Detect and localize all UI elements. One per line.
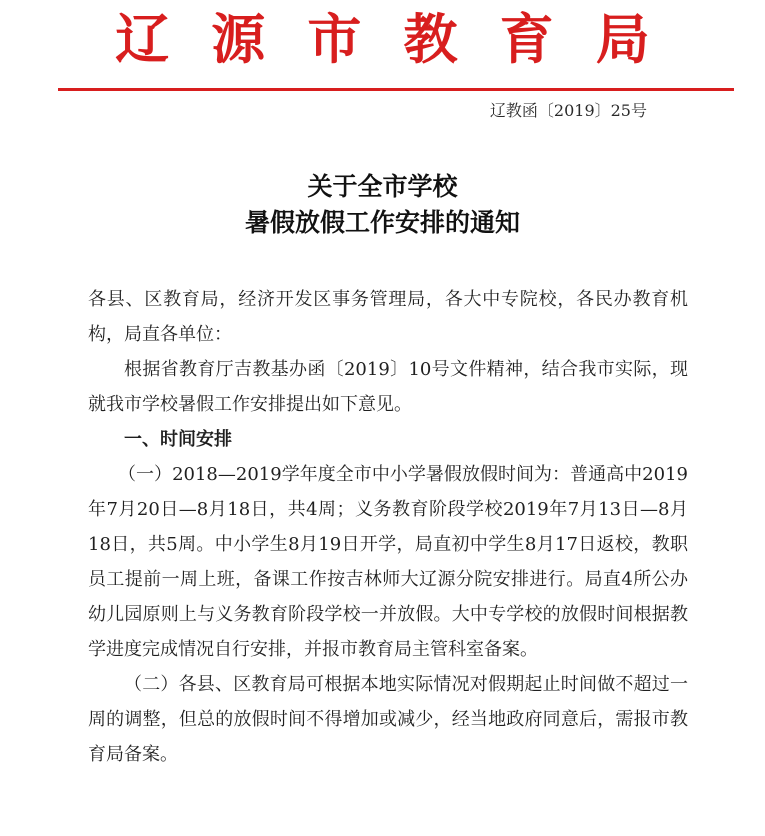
document-body	[88, 282, 688, 772]
salutation: 各县、区教育局，经济开发区事务管理局，各大中专院校，各民办教育机构，局直各单位：	[88, 289, 688, 345]
document-title-line-2: 暑假放假工作安排的通知	[244, 208, 520, 237]
agency-name: 辽源市教育局	[115, 7, 692, 71]
intro-paragraph: 根据省教育厅吉教基办函〔2019〕10号文件精神，结合我市实际，现就我市学校暑假工作安排提出如下意见。	[88, 359, 688, 415]
document-title-line-1: 关于全市学校	[307, 172, 458, 201]
document-number: 辽教函〔2019〕25号	[489, 101, 647, 120]
section-paragraph-2: （二）各县、区教育局可根据本地实际情况对假期起止时间做不超过一周的调整，但总的放假时间不得增加或减少，经当地政府同意后，需报市教育局备案。	[88, 674, 688, 765]
red-divider-line	[58, 88, 734, 91]
section-heading-time-arrangement: 一、时间安排	[124, 429, 232, 450]
section-paragraph-1: （一）2018—2019学年度全市中小学暑假放假时间为：普通高中2019年7月20日—8月18日，共4周；义务教育阶段学校2019年7月13日—8月18日，共5周。中小学生8月19日开学，局直初中学生8月17日返校，教职员工提前一周上班，备课工作按吉林师大辽源分院安排进行。局直4所公办幼儿园原则上与义务教育阶段学校一并放假。大中专学校的放假时间根据教学进度完成情况自行安排，并报市教育局主管科室备案。	[88, 464, 688, 660]
letterhead	[0, 0, 765, 78]
